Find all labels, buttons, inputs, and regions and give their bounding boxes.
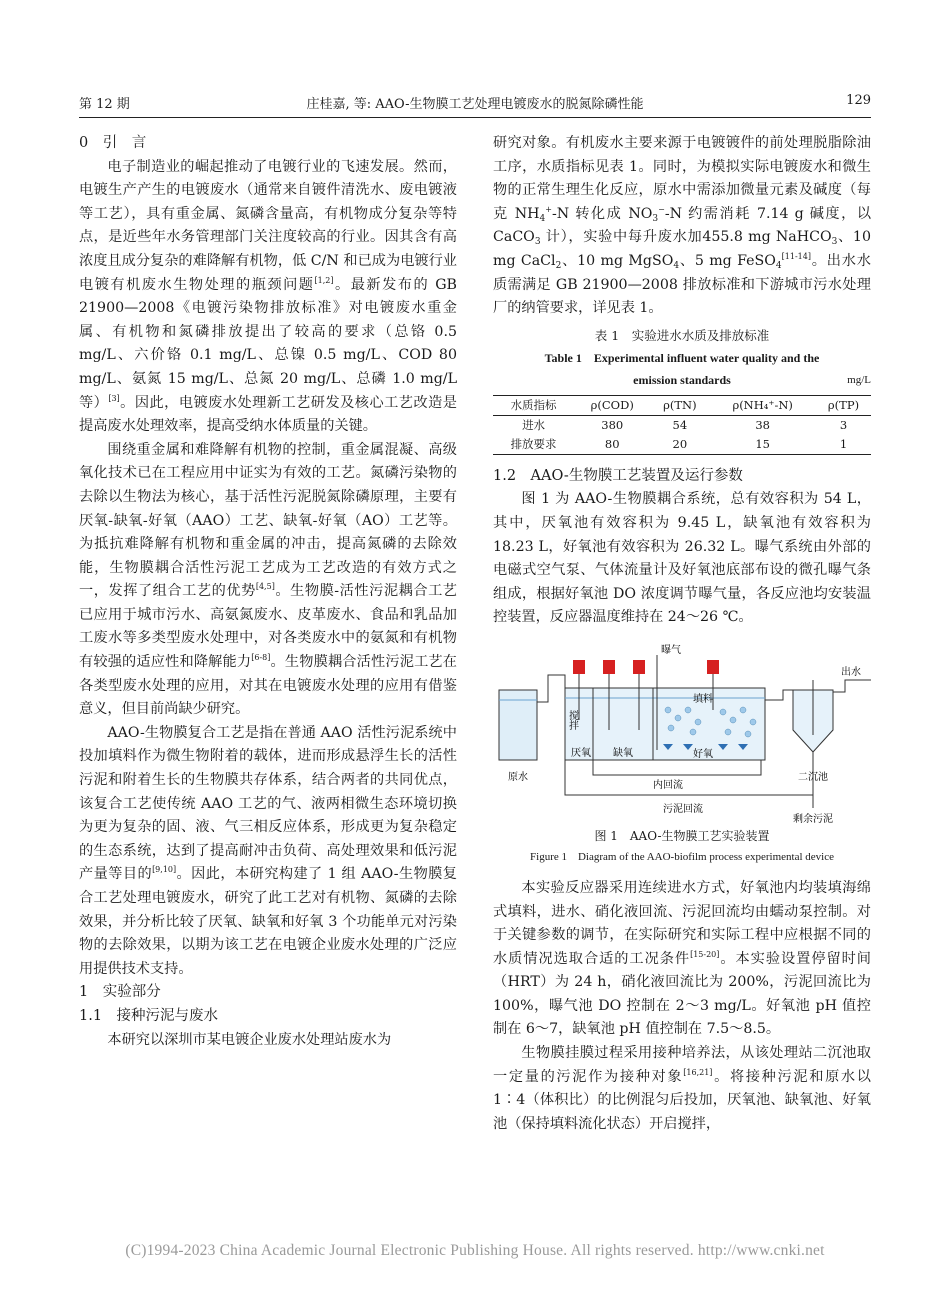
table-1-caption-cn: 表 1 实验进水水质及排放标准: [594, 327, 770, 343]
aeration-label: 曝气: [661, 644, 681, 656]
citation[interactable]: [16,21]: [683, 1067, 713, 1077]
header-rule: [79, 117, 871, 118]
reactor: [565, 688, 765, 760]
section-1-1-heading: 1.1 接种污泥与废水: [79, 1007, 219, 1024]
table-row: 进水 380 54 38 3: [522, 417, 848, 432]
running-title: 庄桂嘉, 等: AAO-生物膜工艺处理电镀废水的脱氮除磷性能: [306, 97, 644, 112]
issue-number: 第 12 期: [79, 97, 130, 112]
section-intro-heading: 0 引 言: [79, 135, 147, 151]
sludge-return-label: 污泥回流: [663, 803, 703, 815]
mixer-anoxic-1: [603, 660, 615, 674]
citation[interactable]: [15-20]: [690, 949, 720, 959]
table-header-row: 水质指标 ρ(COD) ρ(TN) ρ(NH₄⁺-N) ρ(TP): [493, 395, 871, 415]
mixer-anoxic-2: [633, 660, 645, 674]
table-unit: mg/L: [847, 373, 871, 386]
mixer-aerobic: [707, 660, 719, 674]
wastewater-paragraph: 研究对象。有机废水主要来源于电镀镀件的前处理脱脂除油工序，水质指标见表 1。同时，为模拟实际电镀废水和微生物的正常生理生化反应，原水中需添加微量元素及碱度（每克 $NH_4^+-N$ 转化成 $NO_3^--N$ 约需消耗 7.14 g 碱度，以 CaCO$_3$ 计），实验中每升废水加455.8 mg NaHCO$_3$、10 mg CaCl$_2$、10 mg MgSO$_4$、5 mg FeSO$_4$[11-14]。出水水质需满足 GB 21900—2008 排放标准和下游城市污水处理厂的纳管要求，详见表 1。: [493, 135, 872, 317]
citation[interactable]: [3]: [108, 393, 120, 403]
right-column: [493, 132, 871, 1136]
internal-recycle-line: [593, 760, 761, 775]
table-1: [493, 395, 871, 455]
aerobic-label: 好氧: [693, 748, 713, 760]
citation[interactable]: [11-14]: [781, 251, 811, 261]
page-number: 129: [846, 93, 871, 108]
outflow-label: 出水: [841, 666, 861, 678]
figure-1-caption-cn: 图 1 AAO-生物膜工艺实验装置: [594, 828, 770, 843]
citation[interactable]: [1,2]: [314, 275, 334, 285]
table-1-block: [493, 347, 871, 455]
intro-paragraph-3: AAO-生物膜复合工艺是指在普通 AAO 活性污泥系统中投加填料作为微生物附着的载体，进而形成悬浮生长的活性污泥和附着生长的生物膜共存体系，结合两者的共同优点，该复合工艺使传统 AAO 工艺的气、液两相微生态环境切换为更为复杂的固、液、气三相反应体系，形成更为复杂稳定的生态系统，达到了提高耐冲击负荷、高处理效果和低污泥产量等目的[9,10]。因此，本研究构建了 1 组 AAO-生物膜复合工艺处理电镀废水，研究了此工艺对有机物、氮磷的去除效果，并分析比较了厌氧、缺氧和好氧 3 个功能单元对污染物的去除效果，以期为该工艺在电镀企业废水处理的广泛应用提供技术支持。: [79, 724, 457, 977]
raw-water-label: 原水: [508, 771, 528, 783]
table-row: 排放要求 80 20 15 1: [493, 435, 871, 455]
section-1-2-paragraph: 图 1 为 AAO-生物膜耦合系统，总有效容积为 54 L，其中，厌氧池有效容积为 9.45 L，缺氧池有效容积为 18.23 L，好氧池有效容积为 26.32 L。曝气系统由外部的电磁式空气泵、气体流量计及好氧池底部布设的微孔曝气条组成，根据好氧池 DO 浓度调节曝气量，各反应池均安装温控装置，反应器温度维持在 24～26 ℃。: [493, 491, 871, 626]
internal-recycle-label: 内回流: [653, 779, 683, 791]
excess-sludge-label: 剩余污泥: [793, 813, 833, 825]
anaerobic-label: 厌氧: [571, 747, 591, 759]
running-header: [79, 93, 871, 113]
figure-1: [493, 640, 871, 825]
intro-paragraph-2: 围绕重金属和难降解有机物的控制，重金属混凝、高级氧化技术已在工程应用中证实为有效的工艺。氮磷污染物的去除以生物法为核心，基于活性污泥脱氮除磷原理，主要有厌氧-缺氧-好氧（AAO）工艺、缺氧-好氧（AO）工艺等。为抵抗难降解有机物和重金属的冲击，提高氮磷的去除效能，生物膜耦合活性污泥工艺成为工艺改造的有效方式之一，发挥了组合工艺的优势[4,5]。生物膜-活性污泥耦合工艺已应用于城市污水、高氨氮废水、皮革废水、食品和乳品加工废水等多类型废水处理中，对各类废水中的氨氮和有机物有较强的适应性和降解能力[6-8]。生物膜耦合活性污泥工艺在各类型废水处理的应用，对其在电镀废水处理的应用有借鉴意义，但目前尚缺少研究。: [79, 441, 457, 718]
feed-pipe: [537, 675, 565, 702]
section-1-heading: 1 实验部分: [79, 984, 161, 1001]
section-1-1-paragraph: 本研究以深圳市某电镀企业废水处理站废水为: [107, 1031, 392, 1048]
copyright-footer: (C)1994-2023 China Academic Journal Electronic Publishing House. All rights reserved. http://www.cnki.net: [125, 1242, 825, 1259]
citation[interactable]: [9,10]: [152, 865, 177, 875]
table-1-caption-en: Table 1 Experimental influent water quality and the emission standards mg/L: [493, 347, 871, 391]
process-diagram: [493, 640, 871, 825]
citation[interactable]: [6-8]: [251, 653, 271, 663]
mixer-anaerobic: [573, 660, 585, 674]
figure-1-caption-en: Figure 1 Diagram of the AAO-biofilm process experimental device: [530, 850, 834, 863]
stir-label: 搅拌: [566, 709, 578, 730]
clarifier-label: 二沉池: [798, 771, 828, 783]
biofilm-paragraph: 生物膜挂膜过程采用接种培养法，从该处理站二沉池取一定量的污泥作为接种对象[16,21]。将接种污泥和原水以 1∶4（体积比）的比例混匀后投加，厌氧池、缺氧池、好氧池（保持填料流化状态）开启搅拌，: [493, 1045, 871, 1132]
operation-paragraph: 本实验反应器采用连续进水方式，好氧池内均装填海绵式填料，进水、硝化液回流、污泥回流均由蠕动泵控制。对于关键参数的调节，在实际研究和实际工程中应根据不同的水质情况选取合适的工况条件[15-20]。本实验设置停留时间（HRT）为 24 h，硝化液回流比为 200%，污泥回流比为 100%，曝气池 DO 控制在 2～3 mg/L。好氧池 pH 值控制在 6～7，缺氧池 pH 值控制在 7.5～8.5。: [493, 879, 871, 1038]
citation[interactable]: [4,5]: [255, 582, 275, 592]
filler-label: 填料: [693, 693, 713, 705]
intro-paragraph-1: 电子制造业的崛起推动了电镀行业的飞速发展。然而，电镀生产产生的电镀废水（通常来自镀件清洗水、废电镀液等工艺），具有重金属、氮磷含量高，有机物成分复杂等特点，是近些年水务管理部门关注度较高的行业。因其含有高浓度且成分复杂的难降解有机物，低 C/N 和已成为电镀行业电镀有机废水生物处理的瓶颈问题[1,2]。最新发布的 GB 21900—2008《电镀污染物排放标准》对电镀废水重金属、有机物和氮磷排放提出了较高的要求（总铬 0.5 mg/L、六价铬 0.1 mg/L、总镍 0.5 mg/L、COD 80 mg/L、氨氮 15 mg/L、总氮 20 mg/L、总磷 1.0 mg/L 等）[3]。因此，电镀废水处理新工艺研发及核心工艺改造是提高废水处理效率，提高受纳水体质量的关键。: [79, 158, 457, 435]
left-column: [79, 132, 457, 1052]
section-1-2-heading: 1.2 AAO-生物膜工艺装置及运行参数: [493, 467, 743, 484]
anoxic-label: 缺氧: [613, 747, 633, 759]
